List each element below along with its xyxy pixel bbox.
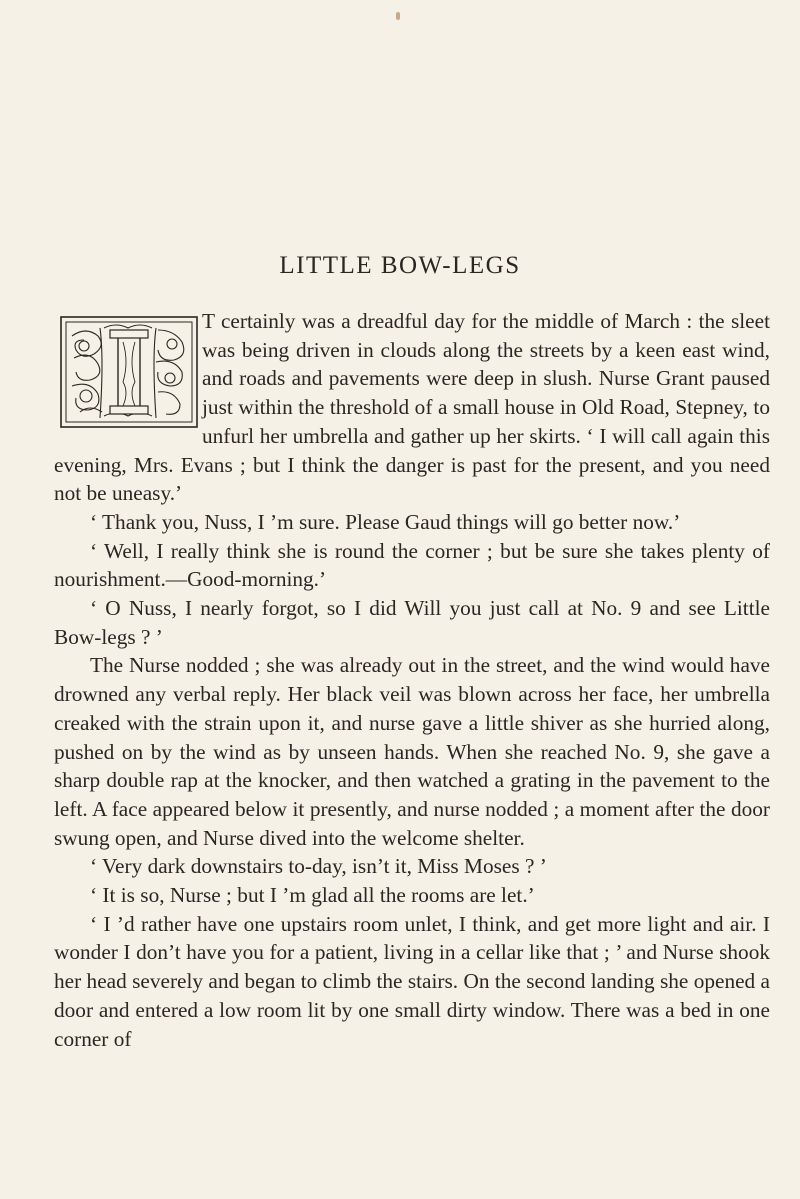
chapter-title: LITTLE BOW-LEGS <box>279 252 521 279</box>
paper-speck <box>396 12 400 20</box>
paragraph-5: The Nurse nodded ; she was already out in the street, and the wind would have drowned any verbal reply. Her black veil was blown across her face, her umbrella creaked with the strain upon it, and nurse gave a little shiver as she hurried along, pushed on by the wind as by unseen hands. When she reached No. 9, she gave a sharp double rap at the knocker, and then watched a grating in the pavement to the left. A face appeared below it presently, and nurse nodded ; a moment after the door swung open, and Nurse dived into the welcome shelter. <box>54 653 770 850</box>
paragraph-3: ‘ Well, I really think she is round the corner ; but be sure she takes plenty of nourishment.—Good-morning.’ <box>54 538 770 592</box>
paragraph-1 <box>54 307 770 508</box>
paragraph-1-text: T certainly was a dreadful day for the middle of March : the sleet was being driven in clouds along the streets by a keen east wind, and roads and pavements were deep in slush. Nurse Grant paused just within the threshold of a small house in Old Road, Stepney, to unfurl her umbrella and gather up her skirts. ‘ I will call again this evening, Mrs. Evans ; but I think the danger is past for the present, and you need not be uneasy.’ <box>54 309 770 506</box>
paragraph-8: ‘ I ’d rather have one upstairs room unlet, I think, and get more light and air. I wonder I don’t have you for a patient, living in a cellar like that ; ’ and Nurse shook her head severely and began to climb the stairs. On the second landing she opened a door and entered a low room lit by one small dirty window. There was a bed in one corner of <box>54 911 770 1051</box>
body-text <box>54 307 770 1053</box>
paragraph-7: ‘ It is so, Nurse ; but I ’m glad all the rooms are let.’ <box>90 883 535 908</box>
paragraph-4: ‘ O Nuss, I nearly forgot, so I did Will you just call at No. 9 and see Little Bow-legs ? ’ <box>54 596 770 649</box>
paragraph-2: ‘ Thank you, Nuss, I ’m sure. Please Gaud things will go better now.’ <box>90 509 681 534</box>
decorated-initial-i <box>60 316 198 428</box>
paragraph-6: ‘ Very dark downstairs to-day, isn’t it, Miss Moses ? ’ <box>90 854 547 879</box>
